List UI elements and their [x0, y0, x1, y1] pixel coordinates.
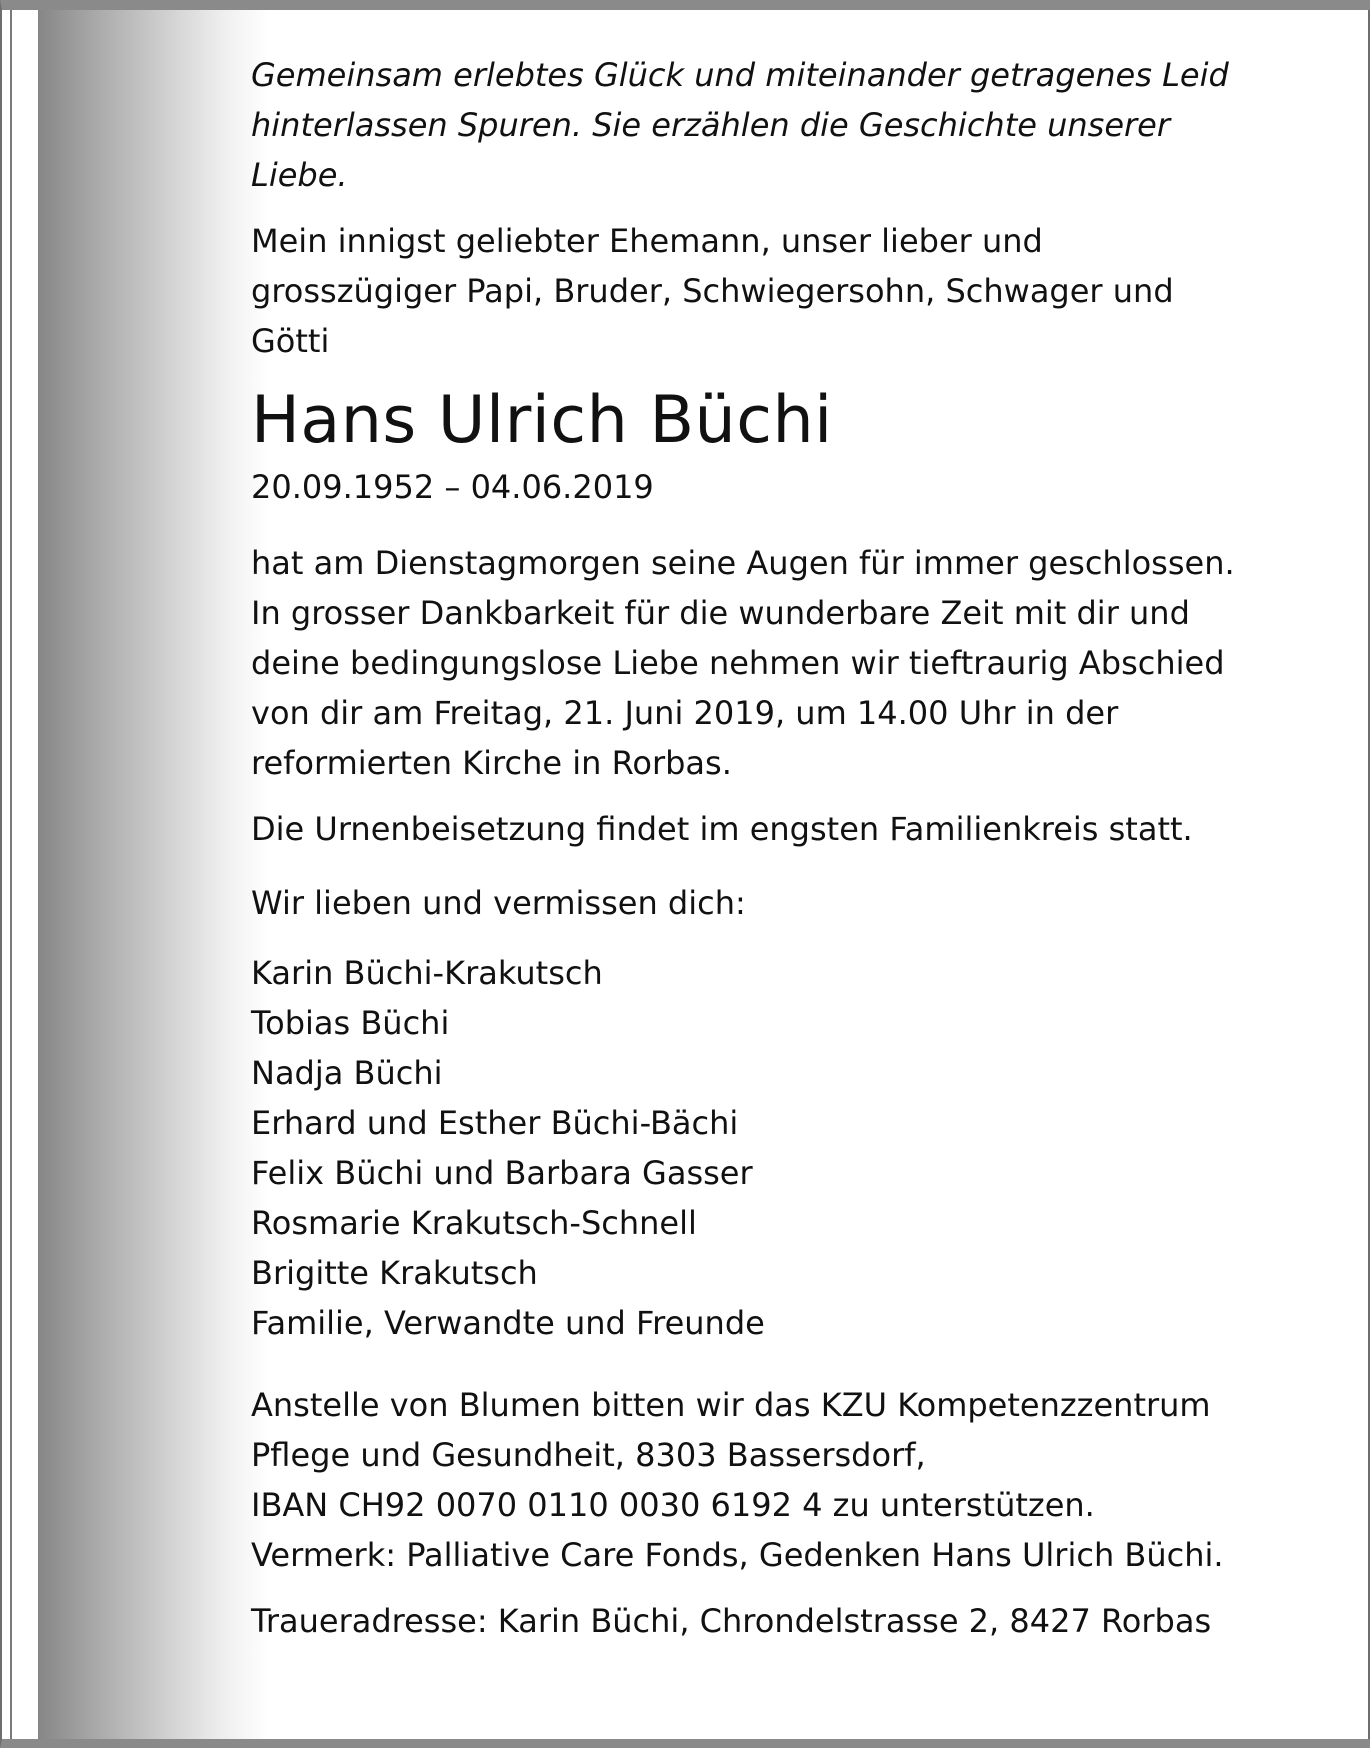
mourner-name: Tobias Büchi: [251, 1004, 450, 1042]
mourning-address: Traueradresse: Karin Büchi, Chrondelstrasse 2, 8427 Rorbas: [251, 1602, 1212, 1640]
mourners-heading: Wir lieben und vermissen dich:: [251, 884, 746, 922]
donation-request: [251, 1380, 1341, 1580]
donation-line: Vermerk: Palliative Care Fonds, Gedenken Hans Ulrich Büchi.: [251, 1536, 1224, 1574]
message-line: deine bedingungslose Liebe nehmen wir tieftraurig Abschied: [251, 644, 1225, 682]
mourner-name: Rosmarie Krakutsch-Schnell: [251, 1204, 697, 1242]
motto-line: Liebe.: [251, 156, 348, 194]
donation-line: IBAN CH92 0070 0110 0030 6192 4 zu unterstützen.: [251, 1486, 1095, 1524]
motto: [251, 50, 1341, 200]
mourner-name: Erhard und Esther Büchi-Bächi: [251, 1104, 739, 1142]
page-fold-shadow: [38, 10, 268, 1739]
obituary-content: [251, 50, 1341, 1646]
motto-line: hinterlassen Spuren. Sie erzählen die Geschichte unserer: [251, 106, 1171, 144]
page-left-edge: [2, 10, 12, 1739]
intro-line: grosszügiger Papi, Bruder, Schwiegersohn, Schwager und: [251, 272, 1174, 310]
donation-line: Anstelle von Blumen bitten wir das KZU Kompetenzzentrum: [251, 1386, 1211, 1424]
mourner-name: Brigitte Krakutsch: [251, 1254, 538, 1292]
deceased-name: Hans Ulrich Büchi: [251, 383, 833, 458]
message-line: hat am Dienstagmorgen seine Augen für immer geschlossen.: [251, 544, 1235, 582]
motto-line: Gemeinsam erlebtes Glück und miteinander getragenes Leid: [251, 56, 1229, 94]
mourner-name: Familie, Verwandte und Freunde: [251, 1304, 765, 1342]
mourner-name: Nadja Büchi: [251, 1054, 443, 1092]
donation-line: Pflege und Gesundheit, 8303 Bassersdorf,: [251, 1436, 926, 1474]
life-dates: 20.09.1952 – 04.06.2019: [251, 468, 654, 506]
farewell-message: [251, 538, 1341, 788]
intro: [251, 216, 1341, 366]
message-line: In grosser Dankbarkeit für die wunderbare Zeit mit dir und: [251, 594, 1190, 632]
message-line: reformierten Kirche in Rorbas.: [251, 744, 732, 782]
mourners-list: [251, 948, 1341, 1348]
message-line: von dir am Freitag, 21. Juni 2019, um 14.00 Uhr in der: [251, 694, 1119, 732]
intro-line: Götti: [251, 322, 330, 360]
mourner-name: Karin Büchi-Krakutsch: [251, 954, 603, 992]
intro-line: Mein innigst geliebter Ehemann, unser lieber und: [251, 222, 1043, 260]
mourner-name: Felix Büchi und Barbara Gasser: [251, 1154, 753, 1192]
burial-note: Die Urnenbeisetzung findet im engsten Familienkreis statt.: [251, 810, 1193, 848]
